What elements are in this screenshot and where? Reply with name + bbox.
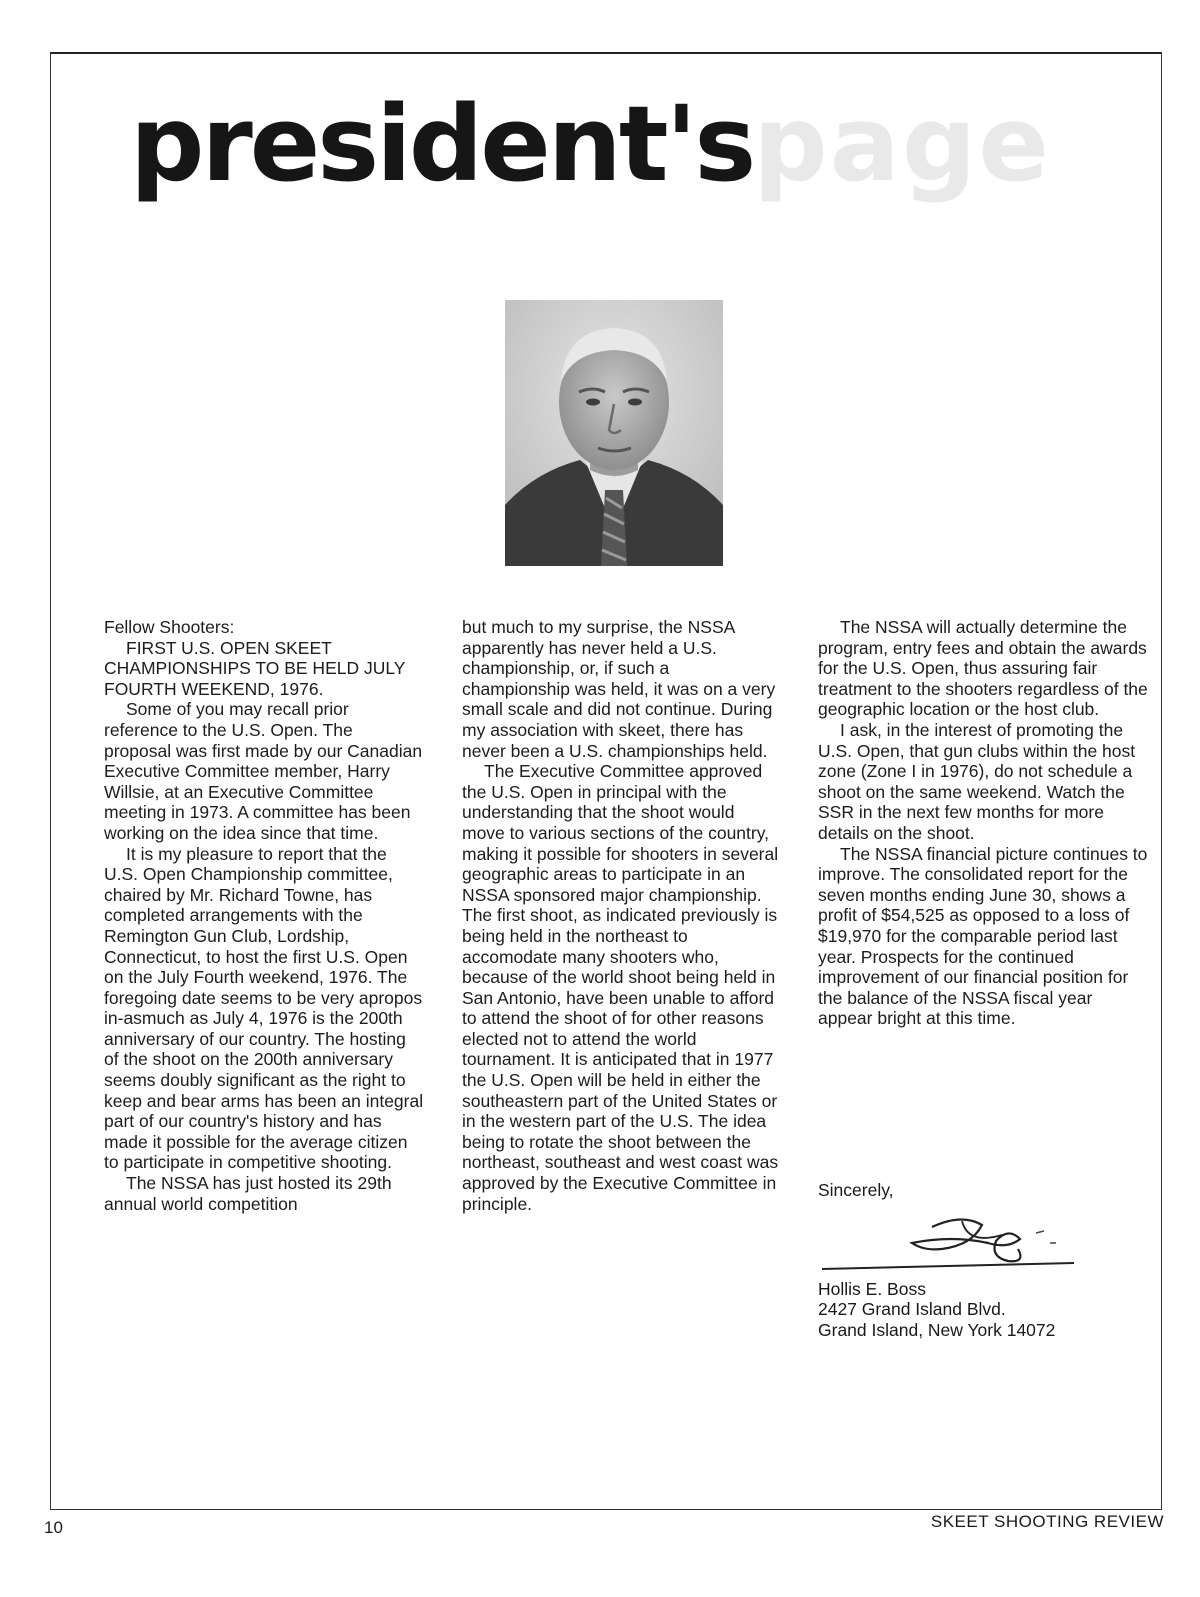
signer-name: Hollis E. Boss (818, 1278, 926, 1299)
paragraph: but much to my surprise, the NSSA apparently has never held a U.S. championship, or, if such a championship was held, it was on a very small scale and did not continue. During my association with skeet, there has never been a U.S. championships held. (462, 617, 776, 761)
title-faded: page (753, 83, 1051, 205)
paragraph: I ask, in the interest of promoting the U.S. Open, that gun clubs within the host zone (Zone I in 1976), do not schedule a shoot on the same weekend. Watch the SSR in the next few months for more details on the shoot. (818, 719, 1136, 843)
signature-image (812, 1205, 1082, 1277)
paragraph: Fellow Shooters: (104, 617, 235, 637)
closing-block (818, 1180, 1148, 1340)
title-main: president's (130, 83, 754, 205)
publication-name: SKEET SHOOTING REVIEW (930, 1512, 1164, 1531)
paragraph: The NSSA financial picture continues to improve. The consolidated report for the seven months ending June 30, shows a profit of $54,525 as opposed to a loss of $19,970 for the comparable period last year. Prospects for the continued improvement of our financial position for the balance of the NSSA fiscal year appear bright at this time. (818, 843, 1148, 1029)
text-column-2 (462, 617, 782, 1214)
paragraph: Some of you may recall prior reference to the U.S. Open. The proposal was first made by our Canadian Executive Committee member, Harry Willsie, at an Executive Committee meeting in 1973. A committee has been working on the idea since that time. (104, 699, 423, 843)
text-column-3 (818, 617, 1148, 1029)
page-number: 10 (44, 1518, 63, 1537)
paragraph: The NSSA has just hosted its 29th annual world competition (104, 1173, 392, 1214)
paragraph: It is my pleasure to report that the U.S. Open Championship committee, chaired by Mr. Richard Towne, has completed arrangements with the Remington Gun Club, Lordship, Connecticut, to host the first U.S. Open on the July Fourth weekend, 1976. The foregoing date seems to be very apropos in-asmuch as July 4, 1976 is the 200th anniversary of our country. The hosting of the shoot on the 200th anniversary seems doubly significant as the right to keep and bear arms has been an integral part of our country's history and has made it possible for the average citizen to participate in competitive shooting. (104, 843, 424, 1173)
text-column-1 (104, 617, 424, 1214)
address-line-2: Grand Island, New York 14072 (818, 1319, 1056, 1340)
paragraph: The Executive Committee approved the U.S. Open in principal with the understanding that the shoot would move to various sections of the country, making it possible for shooters in several geographic areas to participate in an NSSA sponsored major championship. The first shoot, as indicated previously is being held in the northeast to accomodate many shooters who, because of the world shoot being held in San Antonio, have been unable to afford to attend the shoot of for other reasons elected not to attend the world tournament. It is anticipated that in 1977 the U.S. Open will be held in either the southeastern part of the United States or in the western part of the U.S. The idea being to rotate the shoot between the northeast, southeast and west coast was approved by the Executive Committee in principle. (462, 761, 779, 1214)
address-line-1: 2427 Grand Island Blvd. (818, 1299, 1006, 1320)
paragraph: The NSSA will actually determine the program, entry fees and obtain the awards for the U.S. Open, thus assuring fair treatment to the shooters regardless of the geographic location or the host club. (818, 617, 1148, 720)
page-title (130, 83, 1051, 205)
paragraph: FIRST U.S. OPEN SKEET CHAMPIONSHIPS TO BE HELD JULY FOURTH WEEKEND, 1976. (104, 637, 406, 699)
salutation: Sincerely, (818, 1180, 894, 1200)
president-portrait (505, 300, 723, 566)
